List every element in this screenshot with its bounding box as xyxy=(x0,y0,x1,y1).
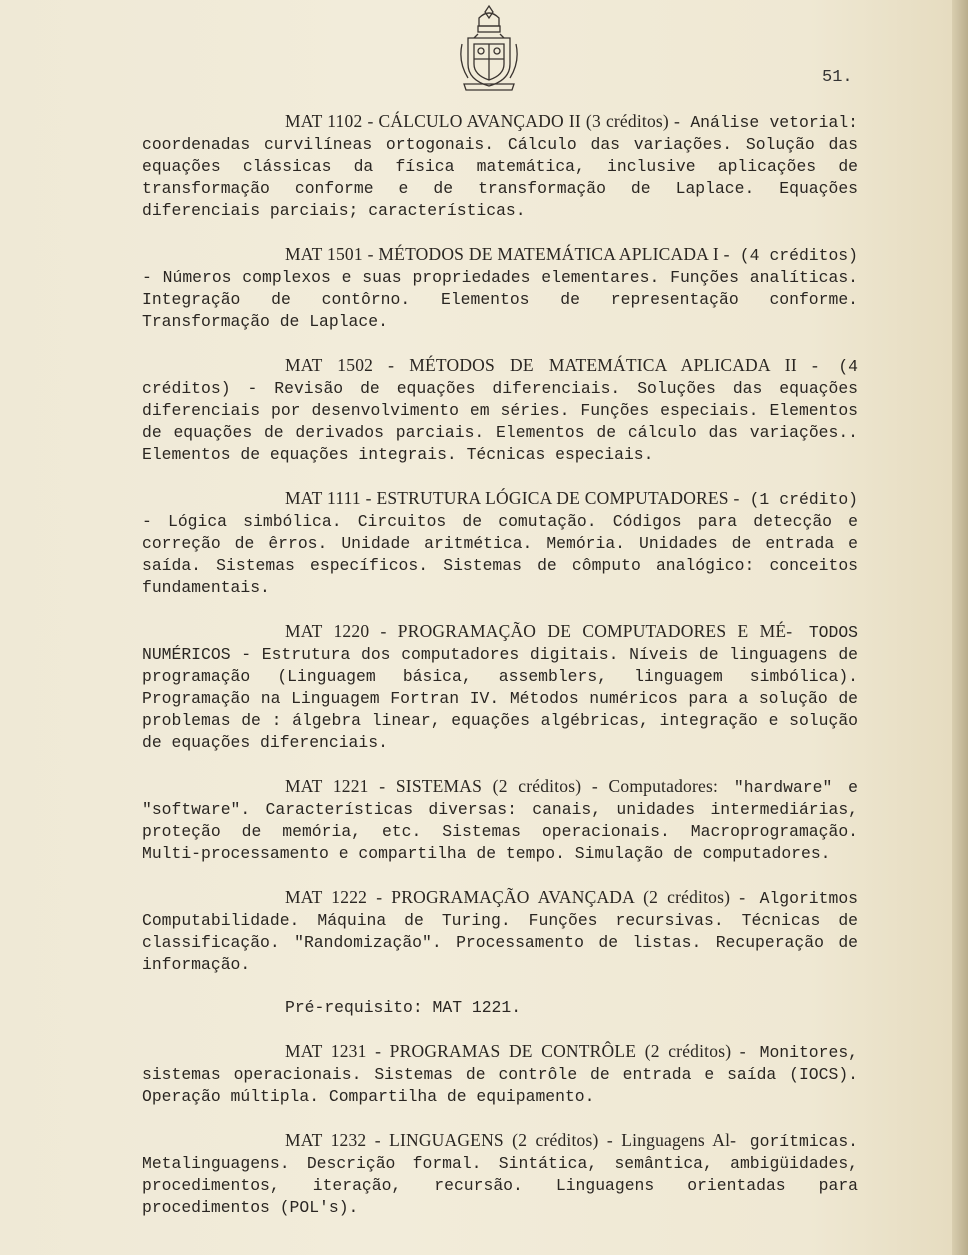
course-heading: MAT 1221 - SISTEMAS (2 créditos) - Computadores: xyxy=(285,776,719,796)
course-heading: MAT 1502 - MÉTODOS DE MATEMÁTICA APLICADA II - xyxy=(285,355,818,375)
prerequisite-note: Pré-requisito: MAT 1221. xyxy=(285,998,522,1017)
course-entry xyxy=(142,1040,858,1108)
course-entry xyxy=(142,1129,858,1219)
course-description: (4 créditos) - Revisão de equações diferenciais. Soluções das equações diferenciais por desenvolvimento em séries. Funções especiais. Elementos de equações de derivados parciais. Elementos de cálculo das variações.. Elementos de equações integrais. Técnicas especiais. xyxy=(142,357,858,464)
course-description: Algoritmos Computabilidade. Máquina de Turing. Funções recursivas. Técnicas de classificação. "Randomização". Processamento de listas. Recuperação de informação. xyxy=(142,889,858,974)
page-edge xyxy=(952,0,968,1255)
course-heading: MAT 1222 - PROGRAMAÇÃO AVANÇADA (2 créditos) - xyxy=(285,887,746,907)
course-heading: MAT 1102 - CÁLCULO AVANÇADO II (3 créditos) - xyxy=(285,111,681,131)
course-heading: MAT 1111 - ESTRUTURA LÓGICA DE COMPUTADORES - xyxy=(285,488,740,508)
course-heading: MAT 1220 - PROGRAMAÇÃO DE COMPUTADORES E MÉ- xyxy=(285,621,793,641)
course-description: Análise vetorial: coordenadas curvilíneas ortogonais. Cálculo das variações. Solução das equações clássicas da física matemática, inclusive aplicações de transformação conforme e de transformação de Laplace. Equações diferenciais parciais; características. xyxy=(142,113,858,220)
course-heading: MAT 1501 - MÉTODOS DE MATEMÁTICA APLICADA I - xyxy=(285,244,730,264)
course-list xyxy=(142,110,858,1240)
course-description: (1 crédito) - Lógica simbólica. Circuitos de comutação. Códigos para detecção e correção de êrros. Unidade aritmética. Memória. Unidades de entrada e saída. Sistemas específicos. Sistemas de cômputo analógico: conceitos fundamentais. xyxy=(142,490,858,597)
course-entry xyxy=(142,110,858,222)
course-description: gorítmicas. Metalinguagens. Descrição formal. Sintática, semântica, ambigüidades, procedimentos, iteração, recursão. Linguagens orientadas para procedimentos (POL's). xyxy=(142,1132,858,1217)
course-entry xyxy=(142,886,858,976)
course-description: "hardware" e "software". Características diversas: canais, unidades intermediárias, proteção de memória, etc. Sistemas operacionais. Macroprogramação. Multi-processamento e compartilha de tempo. Simulação de computadores. xyxy=(142,778,858,863)
course-entry xyxy=(142,775,858,865)
coat-of-arms-seal-icon xyxy=(454,4,524,92)
course-entry xyxy=(142,243,858,333)
course-entry xyxy=(142,354,858,466)
page-number: 51. xyxy=(822,68,853,87)
course-heading: MAT 1231 - PROGRAMAS DE CONTRÔLE (2 créditos) - xyxy=(285,1041,746,1061)
course-heading: MAT 1232 - LINGUAGENS (2 créditos) - Linguagens Al- xyxy=(285,1130,737,1150)
course-description: (4 créditos) - Números complexos e suas propriedades elementares. Funções analíticas. Integração de contôrno. Elementos de representação conforme. Transformação de Laplace. xyxy=(142,246,858,331)
course-description: TODOS NUMÉRICOS - Estrutura dos computadores digitais. Níveis de linguagens de programação (Linguagem básica, assemblers, linguagem simbólica). Programação na Linguagem Fortran IV. Métodos numéricos para a solução de problemas de : álgebra linear, equações algébricas, integração e solução de equações diferenciais. xyxy=(142,623,859,752)
course-description: Monitores, sistemas operacionais. Sistemas de contrôle de entrada e saída (IOCS). Operação múltipla. Compartilha de equipamento. xyxy=(142,1043,858,1106)
course-entry xyxy=(142,487,858,599)
course-entry xyxy=(142,620,858,754)
